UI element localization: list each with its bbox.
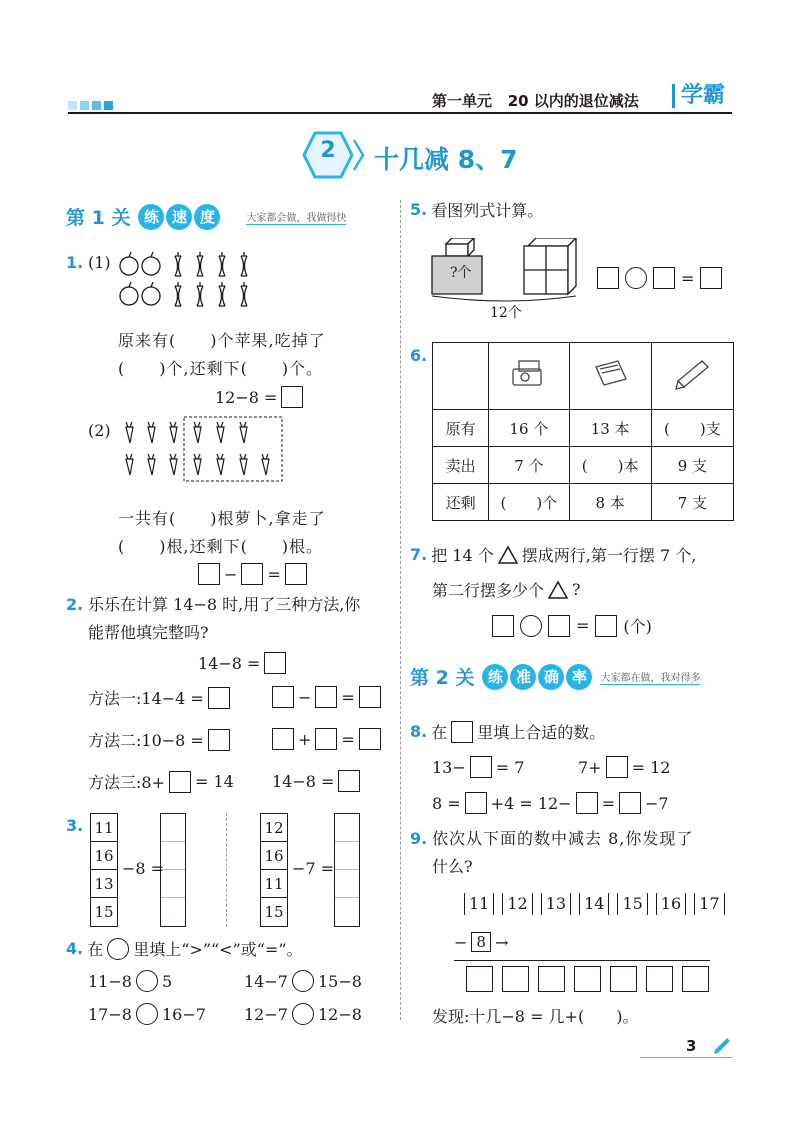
cell[interactable]: ( )本	[569, 447, 651, 484]
compare-circle[interactable]	[292, 1003, 314, 1025]
answer-box[interactable]	[646, 966, 673, 992]
answer-box[interactable]	[264, 652, 286, 674]
stage2-label: 第 2 关	[410, 667, 475, 689]
stage2-slogan: 大家都在做，我对得多	[600, 669, 700, 685]
stage2-header	[410, 663, 700, 690]
cell[interactable]: ( )支	[651, 410, 733, 447]
q3-left-value: 15	[94, 903, 114, 921]
pencil-icon	[651, 343, 733, 410]
q7-line1: 7. 把 14 个 摆成两行,第一行摆 7 个,	[410, 545, 697, 565]
triangle-icon	[498, 545, 518, 565]
q1-part1-text-line1: 原来有( )个苹果,吃掉了	[118, 331, 326, 350]
lesson-number: 2	[320, 138, 336, 163]
q3-number: 3.	[66, 816, 84, 835]
cell: 7 支	[651, 484, 733, 521]
q8-eq2: 7+ = 12	[578, 757, 671, 777]
answer-box[interactable]	[359, 686, 381, 708]
answer-box[interactable]	[285, 563, 307, 585]
book-icon	[569, 343, 651, 410]
answer-box[interactable]	[502, 966, 529, 992]
compare-circle[interactable]	[136, 970, 158, 992]
q9-numbers	[464, 893, 725, 915]
q9-number-cell: 16	[656, 893, 686, 915]
answer-box[interactable]	[470, 756, 492, 778]
q3-left-operator: −8 =	[122, 859, 165, 878]
q2-method1: 方法一:14−4 =	[88, 686, 230, 709]
q3-left-value: 16	[91, 842, 117, 870]
stage1-label: 第 1 关	[66, 207, 131, 229]
q1-number: 1.	[66, 253, 84, 272]
answer-box[interactable]	[595, 615, 617, 637]
answer-box[interactable]	[208, 687, 230, 709]
answer-box[interactable]	[272, 686, 294, 708]
q3-right-value: 11	[261, 870, 287, 898]
q9-number-cell: 14	[579, 893, 609, 915]
q8-prompt: 8. 在 里填上合适的数。	[410, 722, 606, 742]
header-brand: 学霸	[672, 84, 725, 108]
q9-rule	[454, 960, 710, 961]
q8-eq1: 13− = 7	[432, 757, 525, 777]
cell: 9 支	[651, 447, 733, 484]
answer-box[interactable]	[492, 615, 514, 637]
stage1-badge: 练 速 度	[138, 204, 220, 230]
stage1-header	[66, 203, 346, 230]
square-icon	[451, 721, 473, 743]
row-label: 原有	[433, 410, 489, 447]
answer-box[interactable]	[169, 771, 191, 793]
arrow-right-icon: →	[494, 932, 509, 952]
answer-box[interactable]	[610, 966, 637, 992]
q3-right-value: 16	[261, 842, 287, 870]
q8-eq3: 8 = +4 = 12− = −7	[432, 793, 669, 813]
carrots-picture	[118, 415, 288, 485]
q9-number-cell: 15	[617, 893, 647, 915]
q2-equation: 14−8 =	[198, 652, 286, 674]
q2-text-line1: 乐乐在计算 14−8 时,用了三种方法,你	[88, 595, 361, 614]
q9-number-cell: 12	[502, 893, 532, 915]
q2-number: 2.	[66, 595, 84, 614]
cell: 16 个	[489, 410, 569, 447]
q9-subtrahend: 8	[471, 932, 491, 952]
q5-equation: =	[597, 267, 722, 289]
header-unit: 第一单元 20 以内的退位减法	[432, 92, 639, 110]
page-number: 3	[686, 1037, 697, 1055]
apples-picture	[118, 250, 278, 310]
q1-part2-equation: − =	[198, 563, 307, 585]
q3-left-column	[90, 813, 118, 927]
q6-number: 6.	[410, 346, 428, 365]
q1-part1-equation: 12−8 =	[215, 386, 303, 408]
q2-method2-b: + =	[272, 728, 381, 750]
q9-answers	[466, 966, 709, 992]
answer-box[interactable]	[208, 729, 230, 751]
page-footer-rule	[640, 1057, 732, 1058]
answer-box[interactable]	[198, 563, 220, 585]
q9-operation: − 8 →	[454, 932, 509, 952]
answer-box[interactable]	[606, 756, 628, 778]
answer-box[interactable]	[700, 267, 722, 289]
q1-part1-label: (1)	[88, 253, 111, 272]
q3-right-answers[interactable]	[334, 813, 360, 927]
q3-right-operator: −7 =	[292, 859, 335, 878]
q9-number-cell: 13	[541, 893, 571, 915]
q3-separator	[226, 813, 227, 927]
pencil-icon	[712, 1036, 732, 1056]
q1-part2-label: (2)	[88, 421, 111, 440]
answer-box[interactable]	[548, 615, 570, 637]
column-divider	[400, 200, 401, 1020]
q4-prompt: 4. 在 里填上“>”“<”或“=”。	[66, 939, 303, 959]
q9-text-line2: 什么?	[432, 857, 473, 876]
q2-text-line2: 能帮他填完整吗?	[88, 623, 209, 642]
answer-box[interactable]	[576, 792, 598, 814]
operator-circle[interactable]	[625, 267, 647, 289]
q3-right-value: 15	[264, 903, 284, 921]
cell: 13 本	[569, 410, 651, 447]
q1-part2-text-line2: ( )根,还剩下( )根。	[118, 537, 324, 556]
q2-method3-b: 14−8 =	[272, 770, 360, 792]
q9-text-line1: 依次从下面的数中减去 8,你发现了	[432, 829, 694, 848]
answer-box[interactable]	[538, 966, 565, 992]
header-rule	[68, 112, 732, 114]
q1-part1-text-line2: ( )个,还剩下( )个。	[118, 359, 324, 378]
row-label: 还剩	[433, 484, 489, 521]
q9-number: 9.	[410, 829, 428, 848]
chevron-right-icon	[352, 138, 366, 172]
q2-method3: 方法三:8+ = 14	[88, 772, 234, 792]
operator-circle[interactable]	[520, 615, 542, 637]
q9-number-cell: 11	[464, 893, 494, 915]
triangle-icon	[548, 580, 568, 600]
compare-circle[interactable]	[292, 970, 314, 992]
q4-item-4: 12−7 12−8	[244, 1004, 362, 1024]
answer-box[interactable]	[338, 770, 360, 792]
cell: 8 本	[569, 484, 651, 521]
q4-item-3: 17−8 16−7	[88, 1004, 206, 1024]
circle-icon	[107, 938, 129, 960]
q4-item-1: 11−8 5	[88, 971, 173, 991]
q9-number-cell: 17	[694, 893, 724, 915]
stage1-slogan: 大家都会做，我做得快	[246, 209, 346, 225]
q7-line2: 第二行摆多少个 ?	[432, 580, 581, 600]
lesson-title: 十几减 8、7	[374, 145, 518, 174]
cell: 7 个	[489, 447, 569, 484]
answer-box[interactable]	[653, 267, 675, 289]
empty-cell	[433, 343, 489, 410]
q5-prompt: 5. 看图列式计算。	[410, 200, 544, 220]
compare-circle[interactable]	[136, 1003, 158, 1025]
q9-finding: 发现:十几−8 = 几+( )。	[432, 1007, 639, 1026]
stage2-badge: 练 准 确 率	[482, 664, 592, 690]
q2-method2: 方法二:10−8 =	[88, 728, 230, 751]
answer-box[interactable]	[466, 966, 493, 992]
q3-left-value: 13	[91, 870, 117, 898]
q3-right-column	[260, 813, 288, 927]
q1-part2-text-line1: 一共有( )根萝卜,拿走了	[118, 509, 326, 528]
q7-equation: = (个)	[492, 614, 652, 637]
q5-unknown-label: ?个	[450, 265, 472, 281]
answer-box[interactable]	[315, 728, 337, 750]
answer-box[interactable]	[281, 386, 303, 408]
answer-box[interactable]	[315, 686, 337, 708]
answer-box[interactable]	[597, 267, 619, 289]
q3-right-value: 12	[261, 814, 287, 842]
answer-box[interactable]	[465, 792, 487, 814]
answer-box[interactable]	[682, 966, 709, 992]
answer-box[interactable]	[359, 728, 381, 750]
q3-left-value: 11	[91, 814, 117, 842]
sharpener-icon	[489, 343, 569, 410]
q3-left-answers[interactable]	[160, 813, 186, 927]
answer-box[interactable]	[619, 792, 641, 814]
q4-item-2: 14−7 15−8	[244, 971, 362, 991]
answer-box[interactable]	[241, 563, 263, 585]
q5-total-label: 12个	[490, 305, 522, 321]
row-label: 卖出	[433, 447, 489, 484]
answer-box[interactable]	[574, 966, 601, 992]
q6-table	[432, 342, 734, 521]
answer-box[interactable]	[272, 728, 294, 750]
cell[interactable]: ( )个	[489, 484, 569, 521]
q2-method1-b: − =	[272, 686, 381, 708]
